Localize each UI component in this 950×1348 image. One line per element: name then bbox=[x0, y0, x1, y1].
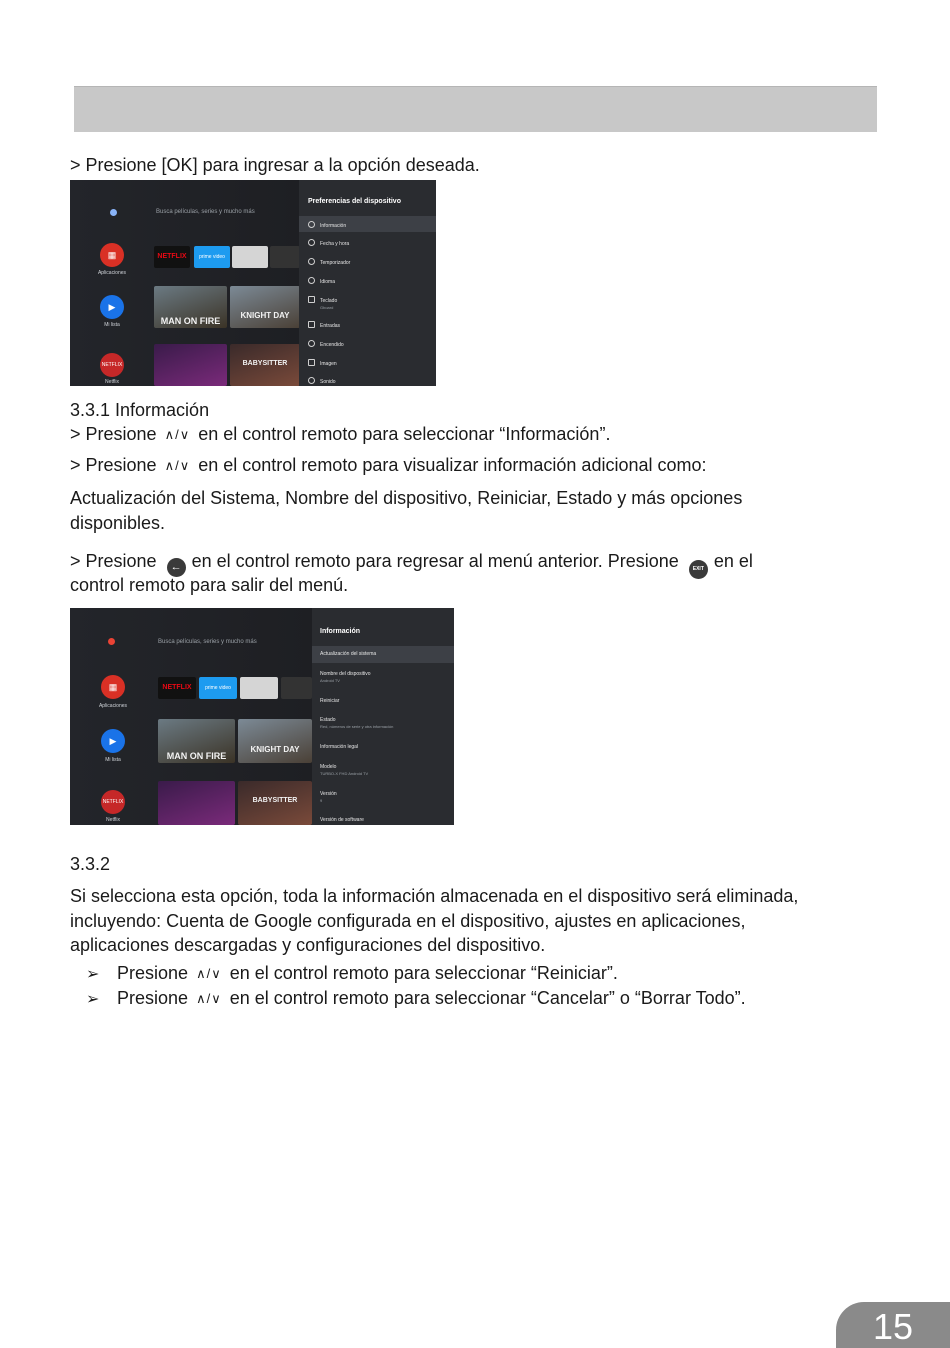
menu-item-idioma[interactable]: Idioma bbox=[308, 277, 335, 285]
menu-item-nombre-dispositivo[interactable]: Nombre del dispositivo Android TV bbox=[320, 671, 371, 683]
info-options-paragraph: Actualización del Sistema, Nombre del dispositivo, Reiniciar, Estado y más opciones disponibles. bbox=[70, 488, 743, 533]
heading-331: 3.3.1 Información bbox=[70, 400, 210, 420]
menu-item-version-software[interactable]: Versión de software bbox=[320, 817, 364, 823]
instruction-select-cancel-delete: Presione ∧/∨ en el control remoto para seleccionar “Cancelar” o “Borrar Todo”. bbox=[117, 986, 746, 1011]
apps-icon: ▦ bbox=[101, 675, 125, 699]
poster-tale bbox=[154, 344, 227, 386]
poster-knight-day: KNIGHT DAY bbox=[238, 719, 312, 763]
up-down-arrows-icon: ∧/∨ bbox=[196, 991, 222, 1006]
menu-item-informacion[interactable]: Información bbox=[308, 221, 346, 229]
poster-man-on-fire: MAN ON FIRE bbox=[158, 719, 235, 763]
input-icon bbox=[308, 321, 315, 328]
device-preferences-panel bbox=[299, 180, 436, 386]
reset-description-paragraph: Si selecciona esta opción, toda la información almacenada en el dispositivo será eliminada, incluyendo: Cuenta de Google configurada en el dispositivo, ajustes en aplicaciones, aplicaciones descargadas y configuraciones del dispositivo. bbox=[70, 886, 799, 955]
search-hint: Busca películas, series y mucho más bbox=[156, 209, 255, 215]
netflix-app-icon: NETFLIX bbox=[100, 353, 124, 377]
netflix-app-icon: NETFLIX bbox=[101, 790, 125, 814]
netflix-tile: NETFLIX bbox=[158, 677, 196, 699]
menu-item-teclado[interactable]: Teclado Gboard bbox=[308, 296, 337, 310]
keyboard-icon bbox=[308, 296, 315, 303]
netflix-label: Netflix bbox=[106, 817, 120, 823]
poster-knight-day: KNIGHT DAY bbox=[230, 286, 300, 328]
menu-item-actualizacion[interactable]: Actualización del sistema bbox=[320, 651, 377, 657]
instruction-view-info: > Presione ∧/∨ en el control remoto para visualizar información adicional como: bbox=[70, 453, 707, 478]
power-icon bbox=[308, 340, 315, 347]
play-store-tile bbox=[281, 677, 312, 699]
play-icon: ▶ bbox=[100, 295, 124, 319]
screenshot-information bbox=[70, 608, 454, 825]
menu-item-entradas[interactable]: Entradas bbox=[308, 321, 340, 329]
intro-text: > Presione [OK] para ingresar a la opción deseada. bbox=[70, 155, 480, 175]
information-panel bbox=[312, 608, 454, 825]
netflix-tile: NETFLIX bbox=[154, 246, 190, 268]
up-down-arrows-icon: ∧/∨ bbox=[164, 458, 191, 473]
display-icon bbox=[308, 359, 315, 366]
apps-label: Aplicaciones bbox=[98, 703, 128, 709]
panel-title: Información bbox=[320, 628, 361, 635]
google-assistant-icon bbox=[108, 638, 115, 645]
tv-tile bbox=[240, 677, 278, 699]
up-down-arrows-icon: ∧/∨ bbox=[196, 966, 222, 981]
heading-332: 3.3.2 bbox=[70, 854, 111, 874]
search-hint: Busca películas, series y mucho más bbox=[158, 639, 257, 645]
panel-title: Preferencias del dispositivo bbox=[308, 198, 401, 205]
prime-video-tile: prime video bbox=[199, 677, 237, 699]
section-header-bar bbox=[74, 86, 877, 132]
menu-item-informacion-legal[interactable]: Información legal bbox=[320, 744, 359, 750]
netflix-label: Netflix bbox=[105, 379, 119, 385]
tv-tile bbox=[232, 246, 268, 268]
apps-icon: ▦ bbox=[100, 243, 124, 267]
mic-icon bbox=[110, 209, 117, 216]
play-store-tile bbox=[270, 246, 300, 268]
menu-item-imagen[interactable]: Imagen bbox=[308, 359, 337, 367]
menu-item-fecha-hora[interactable]: Fecha y hora bbox=[308, 239, 349, 247]
up-down-arrows-icon: ∧/∨ bbox=[164, 427, 191, 442]
page-number: 15 bbox=[872, 1306, 914, 1347]
speaker-icon bbox=[308, 377, 315, 384]
prime-video-tile: prime video bbox=[194, 246, 230, 268]
menu-item-encendido[interactable]: Encendido bbox=[308, 340, 344, 348]
menu-item-estado[interactable]: Estado Red, números de serie y otra información bbox=[320, 717, 394, 729]
poster-babysitter: BABYSITTER bbox=[238, 781, 312, 825]
instruction-select-info: > Presione ∧/∨ en el control remoto para seleccionar “Información”. bbox=[70, 422, 610, 447]
menu-item-modelo[interactable]: Modelo TURBO-X FHD Android TV bbox=[320, 764, 369, 776]
poster-tale bbox=[158, 781, 235, 825]
clock-icon bbox=[308, 239, 315, 246]
menu-item-reiniciar[interactable]: Reiniciar bbox=[320, 698, 340, 704]
apps-label: Aplicaciones bbox=[97, 270, 127, 276]
menu-item-version[interactable]: Versión 9 bbox=[320, 791, 337, 803]
poster-babysitter: BABYSITTER bbox=[230, 344, 300, 386]
bullet-icon: ➢ bbox=[86, 966, 100, 983]
mylist-label: Mi lista bbox=[104, 322, 120, 328]
screenshot-device-preferences bbox=[70, 180, 436, 386]
mylist-label: Mi lista bbox=[105, 757, 121, 763]
globe-icon bbox=[308, 277, 315, 284]
instruction-back-exit-cont: control remoto para salir del menú. bbox=[70, 575, 349, 595]
menu-item-temporizador[interactable]: Temporizador bbox=[308, 258, 350, 266]
exit-button-icon: EXIT bbox=[689, 560, 708, 579]
bullet-icon: ➢ bbox=[86, 991, 100, 1008]
instruction-back-exit: > Presione ← en el control remoto para regresar al menú anterior. Presione EXIT en el bbox=[70, 549, 753, 579]
back-button-icon: ← bbox=[167, 558, 186, 577]
page-number-tab bbox=[836, 1302, 950, 1348]
instruction-select-reiniciar: Presione ∧/∨ en el control remoto para seleccionar “Reiniciar”. bbox=[117, 961, 618, 986]
timer-icon bbox=[308, 258, 315, 265]
menu-item-sonido[interactable]: Sonido bbox=[308, 377, 336, 385]
info-icon bbox=[308, 221, 315, 228]
play-icon: ▶ bbox=[101, 729, 125, 753]
poster-man-on-fire: MAN ON FIRE bbox=[154, 286, 227, 328]
